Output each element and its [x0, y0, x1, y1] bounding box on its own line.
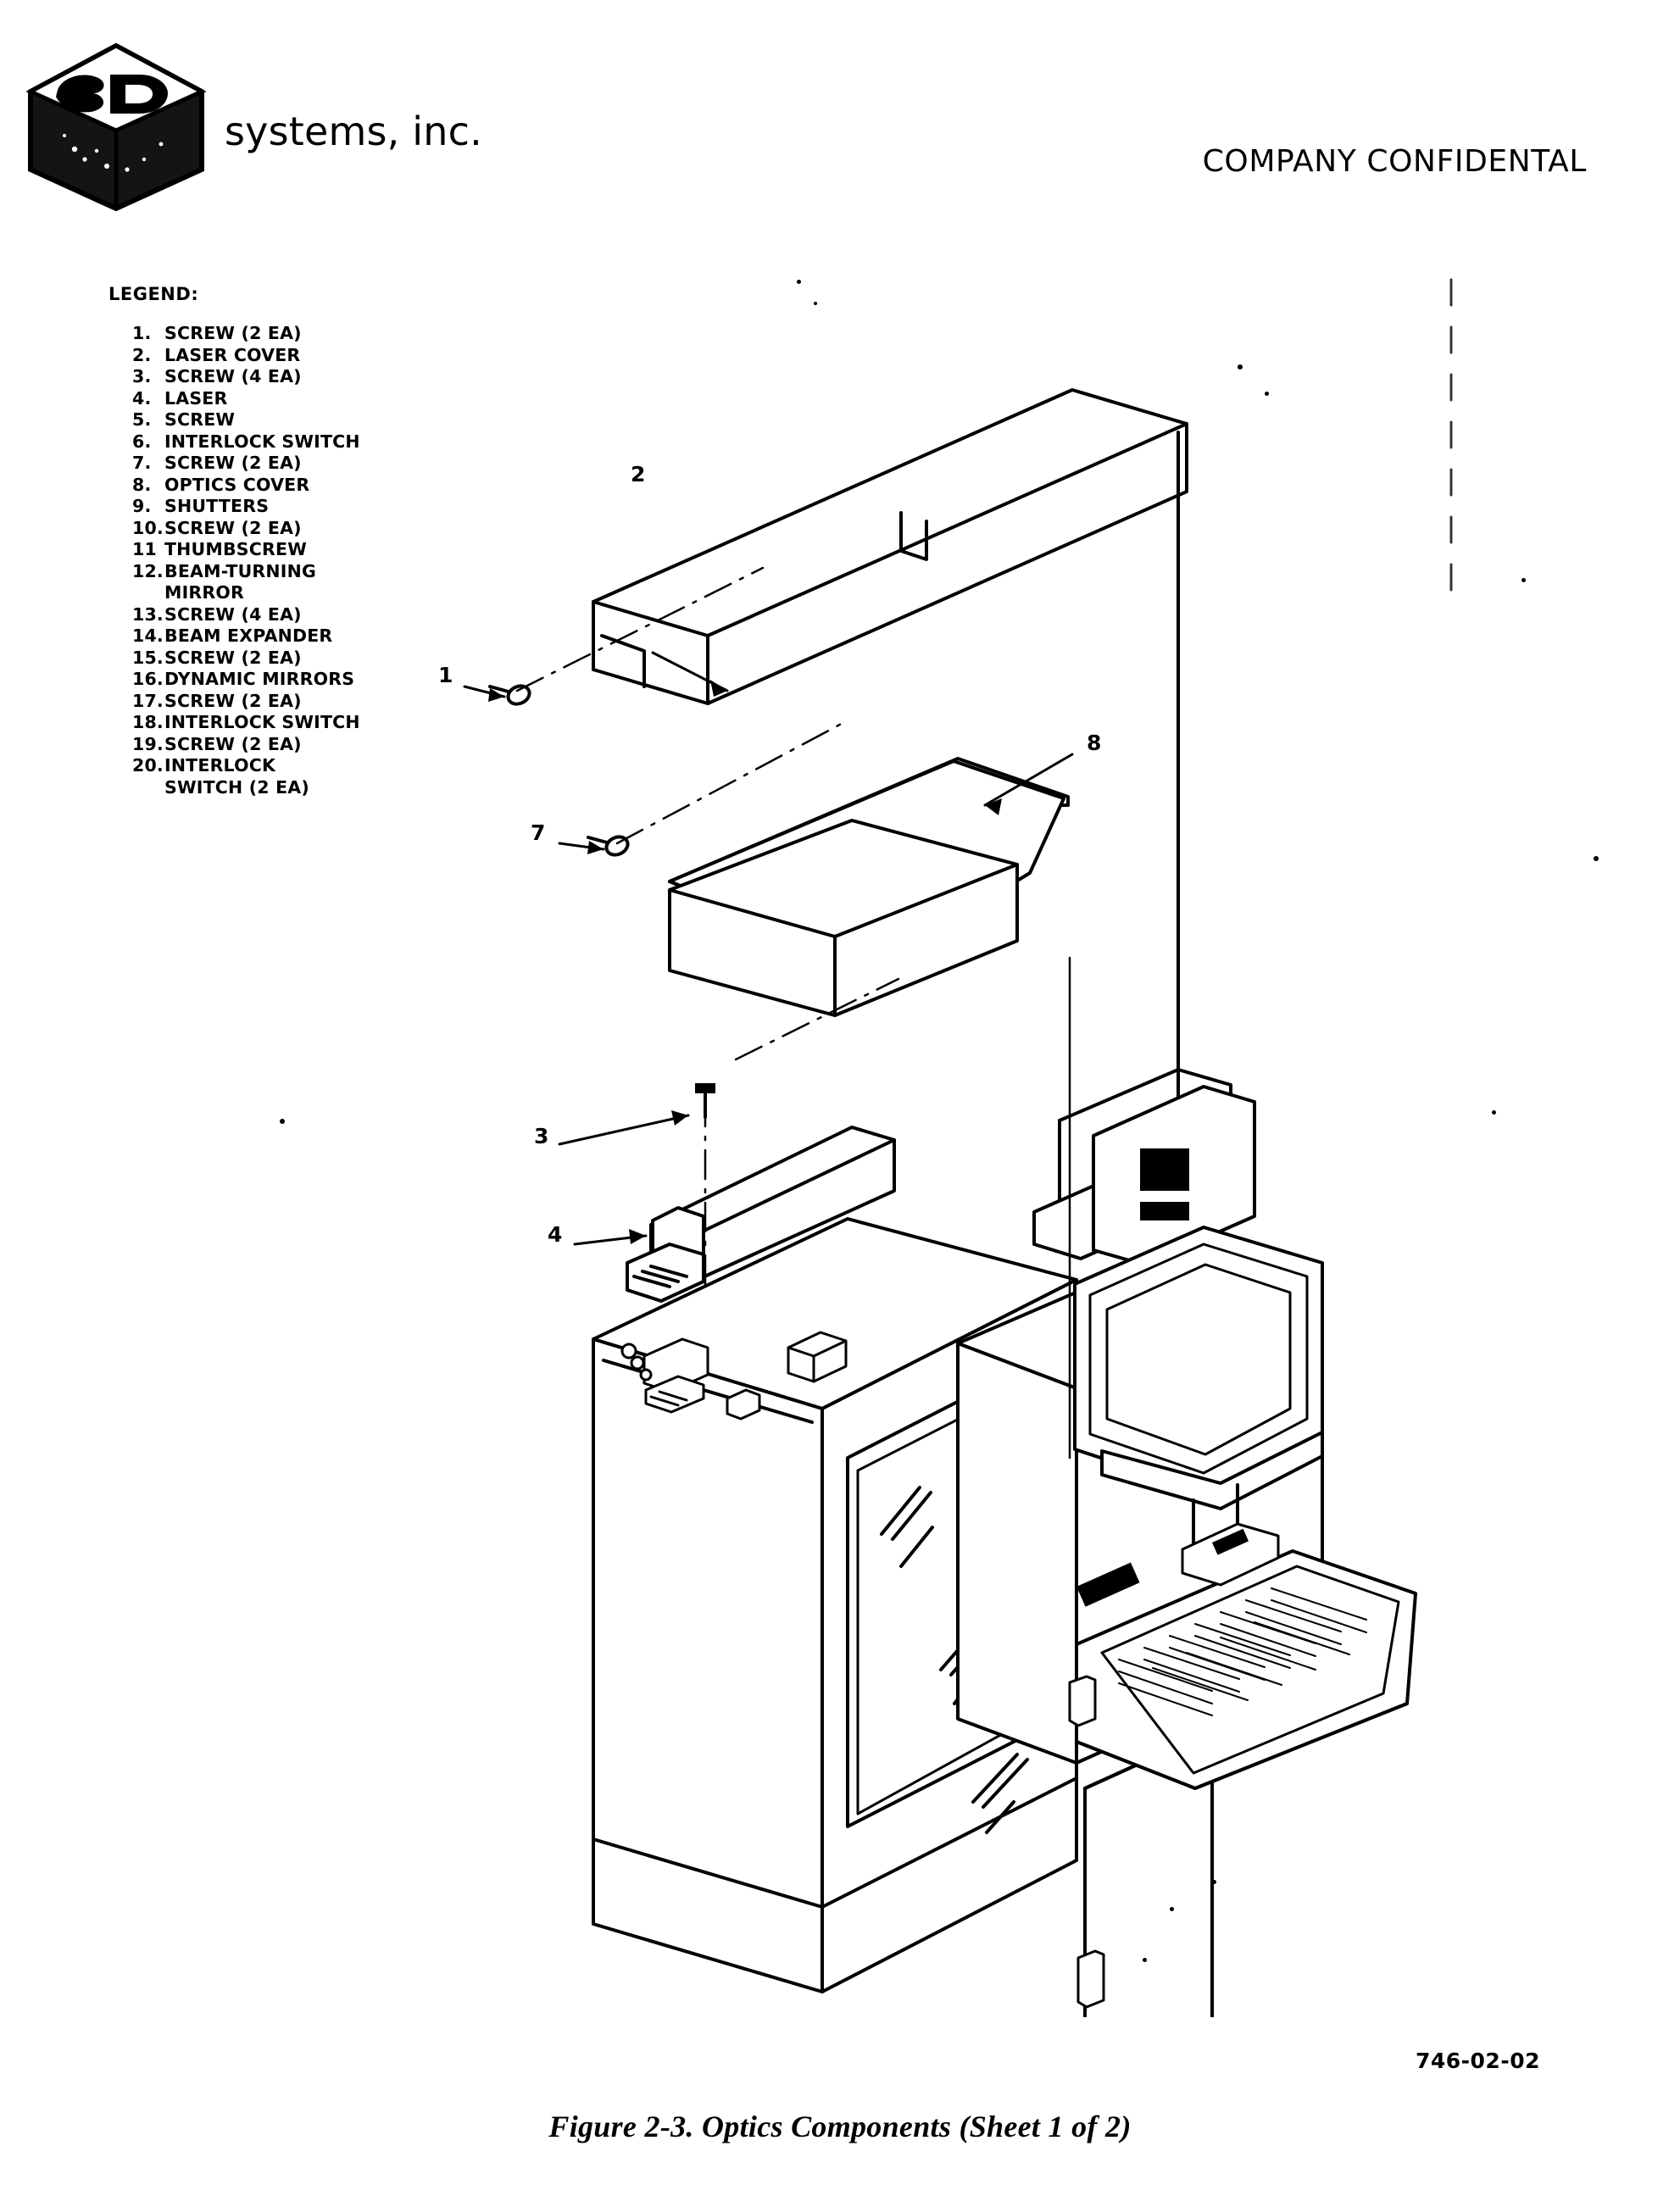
legend-item-number: 20. [132, 755, 164, 776]
legend-item-label: LASER [164, 387, 228, 409]
laser-cover-part [593, 390, 1187, 703]
legend-title: LEGEND: [108, 284, 199, 304]
legend-item-label: THUMBSCREW [164, 539, 308, 559]
legend-item-number: 4. [132, 387, 152, 409]
scan-speckle [1492, 1110, 1496, 1115]
confidentiality-notice: COMPANY CONFIDENTAL [1202, 144, 1587, 179]
figure-drawing [0, 212, 1680, 2017]
company-logo [25, 42, 551, 203]
page-header [0, 34, 1680, 203]
scan-speckle [814, 302, 817, 305]
legend-item-number: 8. [132, 474, 152, 495]
legend-item-label: BEAM EXPANDER [164, 625, 333, 646]
legend-item-label: OPTICS COVER [164, 474, 310, 495]
legend-item-label: SCREW [164, 409, 236, 430]
legend-item-label: SCREW (2 EA) [164, 647, 302, 668]
legend-item-label: SHUTTERS [164, 496, 270, 516]
optics-housing-part [670, 820, 1017, 1015]
scan-speckle [1170, 1907, 1174, 1911]
scan-speckle [1594, 856, 1599, 861]
callout-4: 4 [548, 1222, 563, 1247]
scan-speckle [1143, 1958, 1147, 1962]
scan-speckle [797, 280, 801, 284]
callout-3: 3 [534, 1124, 549, 1148]
legend-item-number: 18. [132, 712, 164, 732]
legend-item-number: 11 [132, 539, 157, 559]
legend-item-label: SCREW (2 EA) [164, 517, 302, 538]
legend-item-label: INTERLOCK SWITCH [164, 712, 360, 732]
callout-8: 8 [1087, 731, 1102, 755]
scan-speckle [1212, 1880, 1216, 1884]
legend-item-number: 14. [132, 625, 164, 646]
callout-2: 2 [631, 462, 646, 486]
document-number: 746-02-02 [1415, 2049, 1540, 2073]
legend-item-number: 6. [132, 431, 152, 452]
legend-item-number: 5. [132, 409, 152, 430]
legend-item-label: SCREW (2 EA) [164, 733, 302, 754]
legend-item-label: INTERLOCK SWITCH [164, 431, 360, 452]
legend-item-number: 13. [132, 603, 164, 625]
legend-item-number: 7. [132, 453, 152, 473]
scan-speckle [1265, 392, 1269, 396]
scan-speckle [1238, 364, 1243, 370]
legend-item-number: 1. [132, 323, 152, 343]
legend-item-number: 17. [132, 690, 164, 711]
cube-logo-icon [25, 42, 208, 212]
callout-1: 1 [438, 663, 453, 687]
legend-item-number: 9. [132, 496, 152, 516]
legend-item-label: LASER COVER [164, 344, 301, 365]
legend-item-label: SCREW (2 EA) [164, 453, 302, 473]
legend-item-label: DYNAMIC MIRRORS [164, 669, 355, 689]
legend-item-label: SCREW (2 EA) [164, 690, 302, 711]
legend-item-label: SCREW (4 EA) [164, 603, 302, 625]
legend-item-number: 16. [132, 669, 164, 689]
scan-speckle [1521, 578, 1526, 582]
legend-item-label: BEAM-TURNING MIRROR [164, 560, 316, 603]
callout-7: 7 [531, 820, 546, 845]
company-name: systems, inc. [225, 108, 482, 154]
legend-item-label: SCREW (2 EA) [164, 323, 302, 343]
legend-item-number: 3. [132, 366, 152, 386]
scan-speckle [280, 1119, 285, 1124]
legend-item-number: 10. [132, 517, 164, 538]
legend-item-label: INTERLOCK SWITCH (2 EA) [164, 755, 309, 798]
legend-item-label: SCREW (4 EA) [164, 366, 302, 386]
legend-item-number: 12. [132, 560, 164, 581]
legend-item-number: 19. [132, 733, 164, 754]
legend-item-number: 15. [132, 647, 164, 668]
figure-caption: Figure 2-3. Optics Components (Sheet 1 of 2) [548, 2110, 1132, 2143]
legend-item-number: 2. [132, 344, 152, 365]
exploded-view-illustration [0, 212, 1680, 2017]
